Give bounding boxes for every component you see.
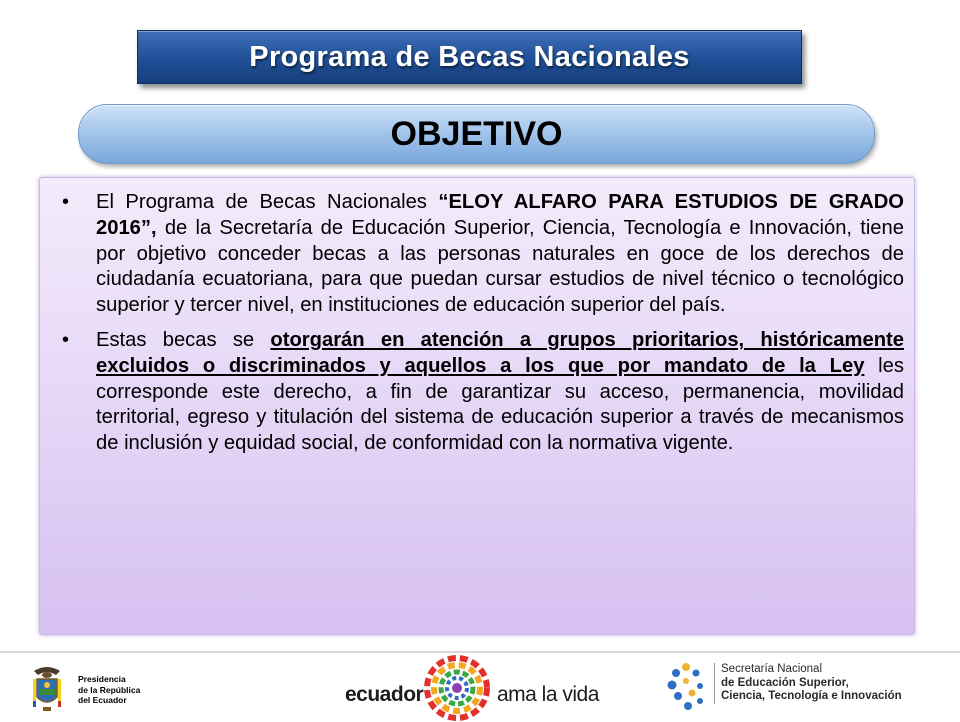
- senescyt-text: [714, 663, 902, 704]
- ecuador-ama-la-vida-logo: [345, 655, 645, 721]
- title-banner: [137, 30, 802, 84]
- bullet-beneficiaries: [58, 328, 904, 457]
- senescyt-line-1: Secretaría Nacional: [721, 663, 822, 675]
- content-box: [39, 177, 915, 635]
- presidencia-logo: [22, 661, 207, 717]
- bullet-objective: [58, 190, 904, 319]
- coat-of-arms-icon: [30, 661, 64, 715]
- footer-logos: [0, 651, 960, 722]
- presidencia-line-1: Presidencia: [78, 674, 126, 684]
- sun-spiral-icon: [423, 655, 491, 721]
- program-name: “ELOY ALFARO PARA ESTUDIOS DE GRADO 2016”,: [96, 191, 904, 239]
- senescyt-line-3: Ciencia, Tecnología e Innovación: [721, 690, 902, 702]
- objective-label: OBJETIVO: [390, 114, 563, 153]
- presidencia-text: [78, 674, 140, 706]
- senescyt-dots-icon: [664, 661, 708, 713]
- bullet1-text-start: El Programa de Becas Nacionales: [96, 191, 439, 213]
- ecuador-word: ecuador: [345, 683, 424, 706]
- bullet2-text-end: les corresponde este derecho, a fin de garantizar su acceso, permanencia, movilidad territorial, egreso y titulación del sistema de educación superior a través de mecanismos de inclusión y equidad social, de conformidad con la normativa vigente.: [96, 354, 904, 455]
- priority-groups-text: otorgarán en atención a grupos prioritarios, históricamente excluidos o discriminados y aquellos a los que por mandato de la Ley: [96, 328, 904, 377]
- bullet1-text-end: de la Secretaría de Educación Superior, Ciencia, Tecnología e Innovación, tiene por objetivo conceder becas a las personas naturales en goce de los derechos de ciudadanía ecuatoriana, para que puedan cursar estudios de nivel técnico o tecnológico superior y tercer nivel, en instituciones de educación superior del país.: [96, 216, 904, 317]
- bullet2-text-start: Estas becas se: [96, 328, 271, 351]
- ecuador-slogan: ama la vida: [497, 683, 599, 706]
- senescyt-logo: [664, 661, 954, 717]
- presidencia-line-2: de la República: [78, 684, 141, 695]
- presidencia-line-3: del Ecuador: [78, 695, 127, 705]
- slide-title: Programa de Becas Nacionales: [249, 40, 690, 73]
- objective-heading: [78, 104, 875, 164]
- bullet-list: [58, 190, 904, 457]
- senescyt-line-2: de Educación Superior,: [721, 676, 849, 689]
